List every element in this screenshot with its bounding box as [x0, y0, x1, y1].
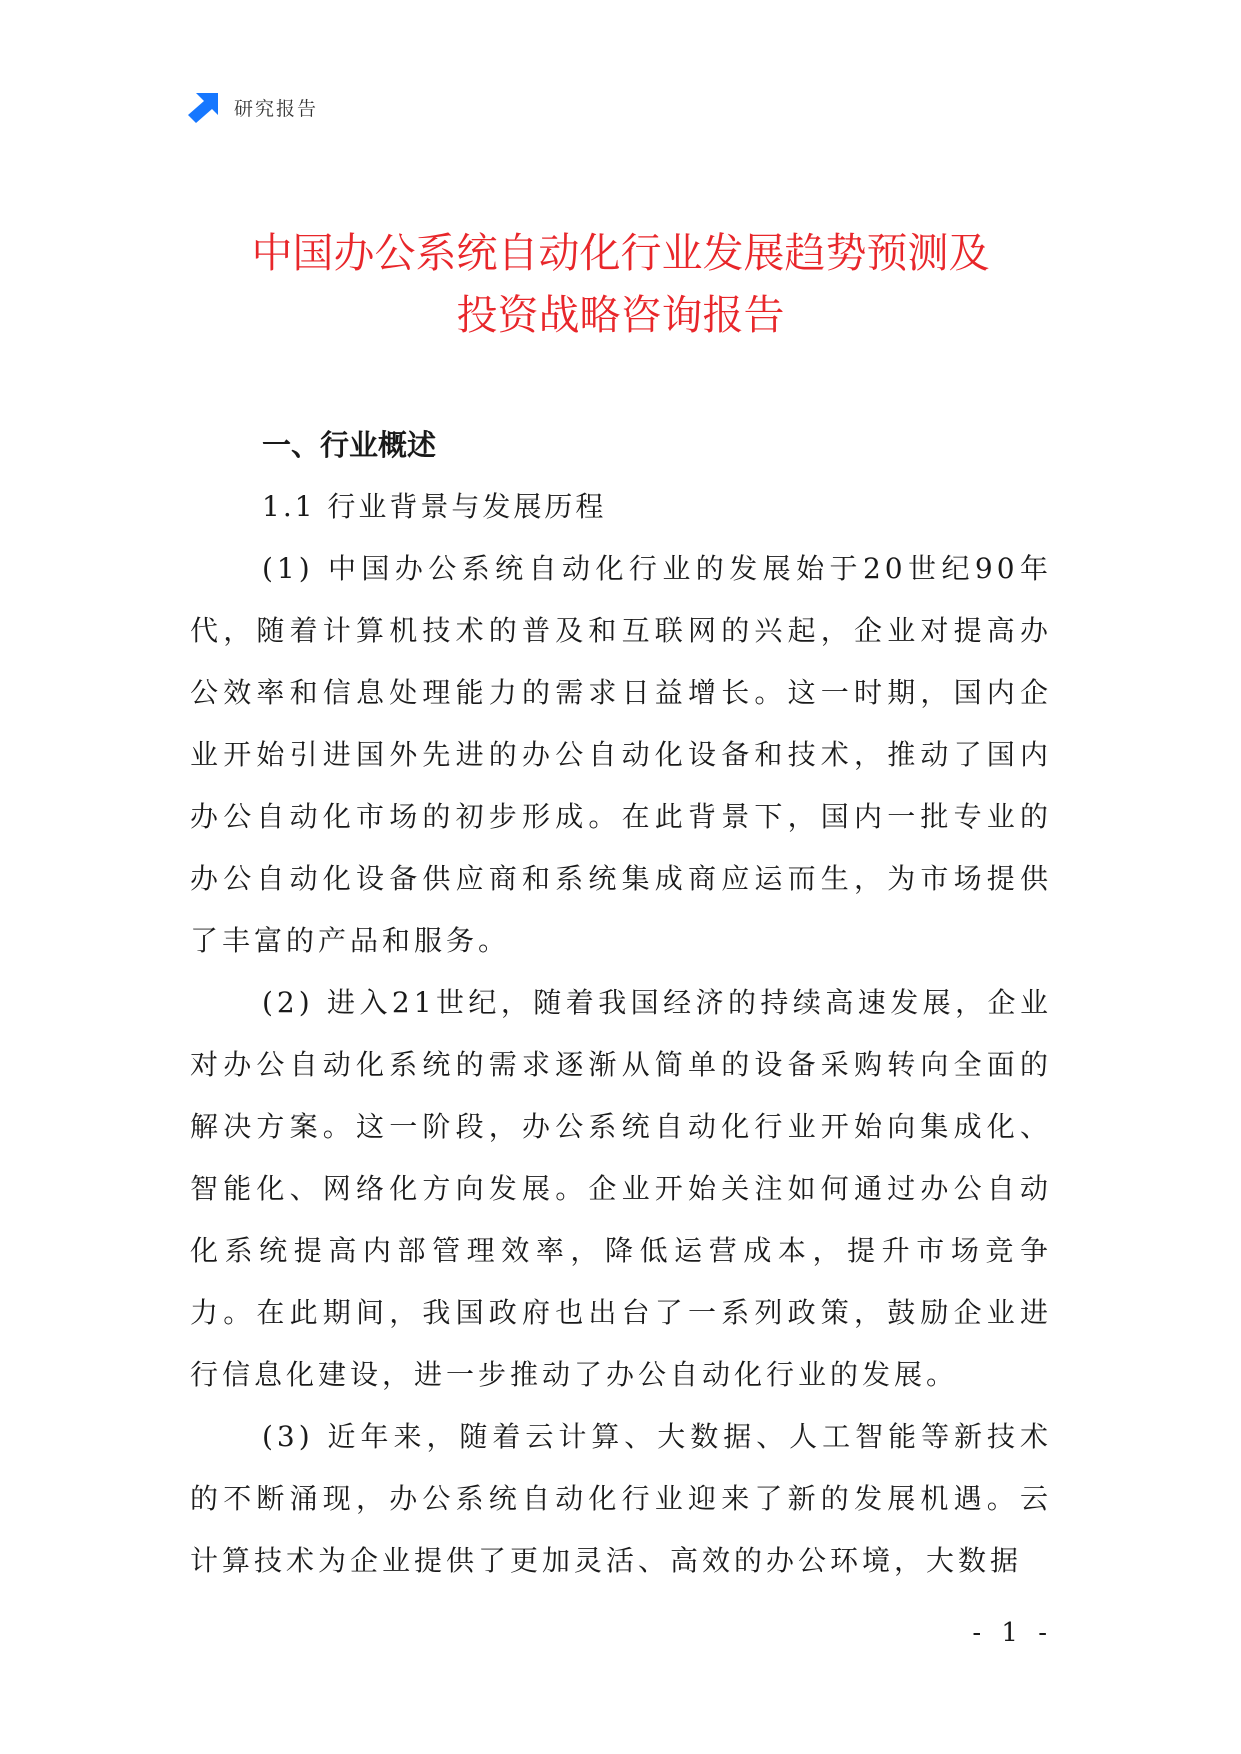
- paragraph-3: (3) 近年来，随着云计算、大数据、人工智能等新技术的不断涌现，办公系统自动化行业迎来了新的发展机遇。云计算技术为企业提供了更加灵活、高效的办公环境，大数据: [190, 1420, 1052, 1577]
- title-line-1: 中国办公系统自动化行业发展趋势预测及: [251, 229, 990, 277]
- title-line-2: 投资战略咨询报告: [456, 291, 785, 339]
- report-body: [190, 414, 1052, 1592]
- paragraph-1: (1) 中国办公系统自动化行业的发展始于20世纪90年代，随着计算机技术的普及和互联网的兴起，企业对提高办公效率和信息处理能力的需求日益增长。这一时期，国内企业开始引进国外先进的办公自动化设备和技术，推动了国内办公自动化市场的初步形成。在此背景下，国内一批专业的办公自动化设备供应商和系统集成商应运而生，为市场提供了丰富的产品和服务。: [190, 552, 1052, 957]
- paragraph-2: (2) 进入21世纪，随着我国经济的持续高速发展，企业对办公自动化系统的需求逐渐从简单的设备采购转向全面的解决方案。这一阶段，办公系统自动化行业开始向集成化、智能化、网络化方向发展。企业开始关注如何通过办公自动化系统提高内部管理效率，降低运营成本，提升市场竞争力。在此期间，我国政府也出台了一系列政策，鼓励企业进行信息化建设，进一步推动了办公自动化行业的发展。: [190, 986, 1052, 1391]
- brand-label: 研究报告: [234, 97, 319, 120]
- report-title: [150, 222, 1091, 346]
- subsection-heading: 1.1 行业背景与发展历程: [262, 490, 607, 523]
- page-number: - 1 -: [972, 1618, 1053, 1648]
- section-heading: 一、行业概述: [262, 428, 437, 462]
- arrow-up-right-icon: [188, 91, 220, 123]
- report-header: [188, 90, 318, 124]
